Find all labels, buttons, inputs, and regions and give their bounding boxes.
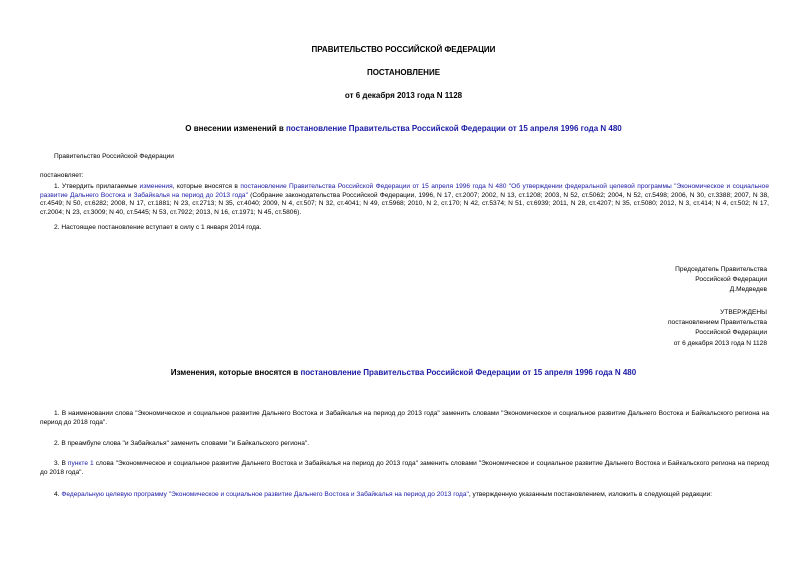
c3-text-b: слова "Экономическое и социальное развитие Дальнего Востока и Забайкалья на период до 2013 года" заменить словами "Экономическое и социальное развитие Дальнего Востока и Байкальского региона на период до 2018 года".	[40, 460, 769, 476]
changes-link[interactable]: изменения	[139, 183, 173, 190]
change-item-3	[40, 460, 769, 477]
doc-title	[0, 124, 807, 134]
approved-line-2: постановлением Правительства	[667, 319, 767, 327]
point-1-link[interactable]: пункте 1	[67, 460, 94, 467]
federal-program-link[interactable]: Федеральную целевую программу "Экономическое и социальное развитие Дальнего Востока и Забайкалья на период до 2013 года"	[61, 491, 469, 498]
signature-line-1: Председатель Правительства	[675, 266, 767, 273]
decree-text: постановляет:	[40, 172, 84, 179]
doc-date-number: от 6 декабря 2013 года N 1128	[344, 91, 463, 100]
change-item-4	[40, 491, 769, 500]
signature-line-2: Российской Федерации	[695, 276, 767, 284]
p1-text-a: 1. Утвердить прилагаемые	[54, 183, 140, 190]
p1-text-c: (Собрание законодательства Российской Федерации, 1996, N 17, ст.2007; 2002, N 13, ст.1208; 2003, N 52, ст.5062; 2004, N 52, ст.5498; 2006, N 30, ст.3388; 2007, N 38, ст.4549; N 50, ст.6282; 2008, N 17, ст.1881; N 23, ст.2713; N 35, ст.4040; 2009, N 4, ст.507; N 32, ст.4041; N 49, ст.5968; 2010, N 2, ст.170; N 42, ст.5374; N 51, ст.6939; 2011, N 28, ст.4207; N 35, ст.5080; 2012, N 3, ст.414; N 4, ст.502; N 17, ст.2004; N 23, ст.3009; N 40, ст.5445; N 53, ст.7922; 2013, N 16, ст.1971; N 45, ст.5806).	[40, 191, 769, 216]
approved-line-4: от 6 декабря 2013 года N 1128	[673, 339, 767, 347]
intro-text: Правительство Российской Федерации	[54, 153, 174, 160]
signature-block	[675, 265, 767, 296]
c4-text-a: 4.	[54, 491, 62, 498]
approved-block	[668, 308, 767, 349]
signature-line-3: Д.Медведев	[729, 286, 767, 294]
changes-title-prefix: Изменения, которые вносятся в	[170, 368, 301, 377]
changes-title	[0, 368, 807, 378]
change-item-2: 2. В преамбуле слова "и Забайкалья" заменить словами "и Байкальского региона".	[54, 440, 310, 447]
paragraph-1	[40, 183, 769, 217]
c4-text-b: , утвержденную указанным постановлением, изложить в следующей редакции:	[468, 491, 713, 498]
doc-title-prefix: О внесении изменений в	[185, 124, 286, 133]
doc-type-heading: ПОСТАНОВЛЕНИЕ	[366, 68, 441, 77]
c3-text-a: 3. В	[54, 460, 68, 467]
doc-title-link[interactable]: постановление Правительства Российской Федерации от 15 апреля 1996 года N 480	[285, 124, 622, 133]
paragraph-2: 2. Настоящее постановление вступает в силу с 1 января 2014 года.	[54, 224, 262, 231]
decree-480-link[interactable]: постановление Правительства Российской Федерации от 15 апреля 1996 года N 480 "Об утверждении федеральной целевой программы "Экономическое и социальное развитие Дальнего Востока и Забайкалья на период до 2013 года"	[40, 183, 769, 199]
approved-line-1: УТВЕРЖДЕНЫ	[720, 309, 767, 316]
org-heading: ПРАВИТЕЛЬСТВО РОССИЙСКОЙ ФЕДЕРАЦИИ	[311, 45, 496, 54]
p1-text-b: , которые вносятся в	[172, 183, 241, 190]
approved-line-3: Российской Федерации	[695, 329, 767, 337]
change-item-1: 1. В наименовании слова "Экономическое и социальное развитие Дальнего Востока и Забайкалья на период до 2013 года" заменить словами "Экономическое и социальное развитие Дальнего Востока и Байкальского региона на период до 2018 года".	[40, 410, 769, 426]
changes-title-link[interactable]: постановление Правительства Российской Федерации от 15 апреля 1996 года N 480	[300, 368, 637, 377]
